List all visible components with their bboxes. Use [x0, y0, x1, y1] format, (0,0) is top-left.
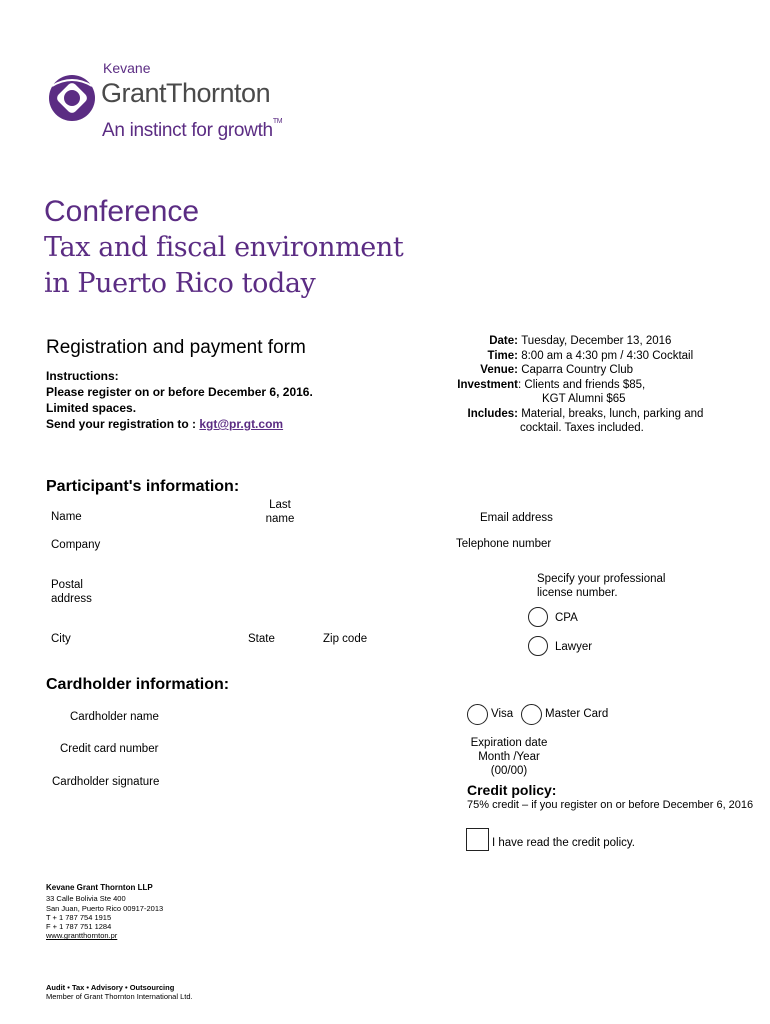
registration-title: Registration and payment form	[46, 337, 306, 358]
email-field-label[interactable]: Email address	[480, 512, 553, 524]
mastercard-radio[interactable]	[521, 704, 542, 725]
instructions-label: Instructions:	[46, 369, 119, 383]
cpa-radio[interactable]	[528, 607, 548, 627]
event-includes: Material, breaks, lunch, parking and	[521, 407, 704, 420]
footer-member: Member of Grant Thornton International Ltd.	[46, 992, 193, 1002]
footer-fax: F + 1 787 751 1284	[46, 922, 112, 932]
lawyer-radio[interactable]	[528, 636, 548, 656]
visa-label: Visa	[491, 708, 514, 720]
logo-tagline: An instinct for growth™	[102, 118, 283, 141]
event-includes-2: cocktail. Taxes included.	[520, 422, 644, 434]
last-name-field-label[interactable]: Last name	[265, 499, 295, 525]
conference-heading: Conference	[44, 195, 200, 228]
company-field-label[interactable]: Company	[51, 539, 101, 551]
grant-thornton-logo-icon	[46, 72, 98, 124]
instructions-deadline: Please register on or before December 6, 2016.	[46, 385, 313, 399]
credit-policy-ack-label: I have read the credit policy.	[492, 837, 635, 849]
credit-policy-checkbox[interactable]	[466, 828, 489, 851]
footer-services-line: Audit • Tax • Advisory • Outsourcing	[46, 983, 175, 992]
event-venue: Caparra Country Club	[521, 364, 634, 376]
expiration-date-field-label[interactable]: Expiration date Month /Year (00/00)	[470, 737, 548, 777]
instructions-limited: Limited spaces.	[46, 401, 137, 415]
mastercard-label: Master Card	[545, 708, 609, 720]
telephone-field-label[interactable]: Telephone number	[456, 538, 552, 550]
footer-address-line1: 33 Calle Bolivia Ste 400	[46, 894, 126, 904]
credit-policy-text: 75% credit – if you register on or before December 6, 2016	[467, 799, 754, 811]
footer-company: Kevane Grant Thornton LLP	[46, 883, 153, 892]
participant-heading: Participant's information:	[46, 478, 240, 495]
footer-phone: T + 1 787 754 1915	[46, 912, 112, 922]
event-investment-alumni: KGT Alumni $65	[542, 393, 626, 405]
credit-card-number-field-label[interactable]: Credit card number	[60, 743, 159, 755]
state-field-label[interactable]: State	[248, 633, 275, 645]
logo-name: GrantThornton	[101, 78, 271, 108]
credit-policy-heading: Credit policy:	[467, 782, 557, 798]
title-line-2: in Puerto Rico today	[44, 268, 316, 299]
city-field-label[interactable]: City	[51, 633, 71, 645]
logo-kevane-text: Kevane	[103, 60, 151, 76]
name-field-label[interactable]: Name	[51, 511, 82, 523]
instructions	[46, 368, 313, 432]
instructions-send: Send your registration to : kgt@pr.gt.com	[46, 417, 284, 431]
footer-address-line2: San Juan, Puerto Rico 00917-2013	[46, 903, 164, 913]
cardholder-signature-field-label[interactable]: Cardholder signature	[52, 776, 160, 788]
event-investment: Clients and friends $85,	[524, 378, 646, 391]
postal-address-field-label[interactable]: Postal address	[51, 579, 92, 605]
event-time: 8:00 am a 4:30 pm / 4:30 Cocktail	[521, 349, 694, 362]
visa-radio[interactable]	[467, 704, 488, 725]
event-info: Date: Tuesday, December 13, 2016 Time: 8:00 am a 4:30 pm / 4:30 Cocktail Venue: Caparra Country Club Investment: Clients and friends $85, KGT Alumni $65 Includes: Material, breaks, lunch, parking and cocktail. Taxes included.	[430, 334, 760, 436]
cardholder-heading: Cardholder information:	[46, 676, 230, 693]
license-label: Specify your professional license number.	[537, 573, 666, 599]
footer-address	[46, 883, 163, 941]
zip-field-label[interactable]: Zip code	[323, 633, 368, 645]
cpa-label: CPA	[555, 612, 578, 624]
cardholder-name-field-label[interactable]: Cardholder name	[70, 711, 159, 723]
registration-email-link[interactable]: kgt@pr.gt.com	[199, 417, 284, 431]
footer-services	[46, 983, 193, 1002]
title-line-1: Tax and fiscal environment	[44, 232, 404, 263]
lawyer-label: Lawyer	[555, 641, 593, 653]
event-date: Tuesday, December 13, 2016	[521, 335, 672, 347]
footer-website-link[interactable]: www.grantthornton.pr	[46, 931, 118, 941]
